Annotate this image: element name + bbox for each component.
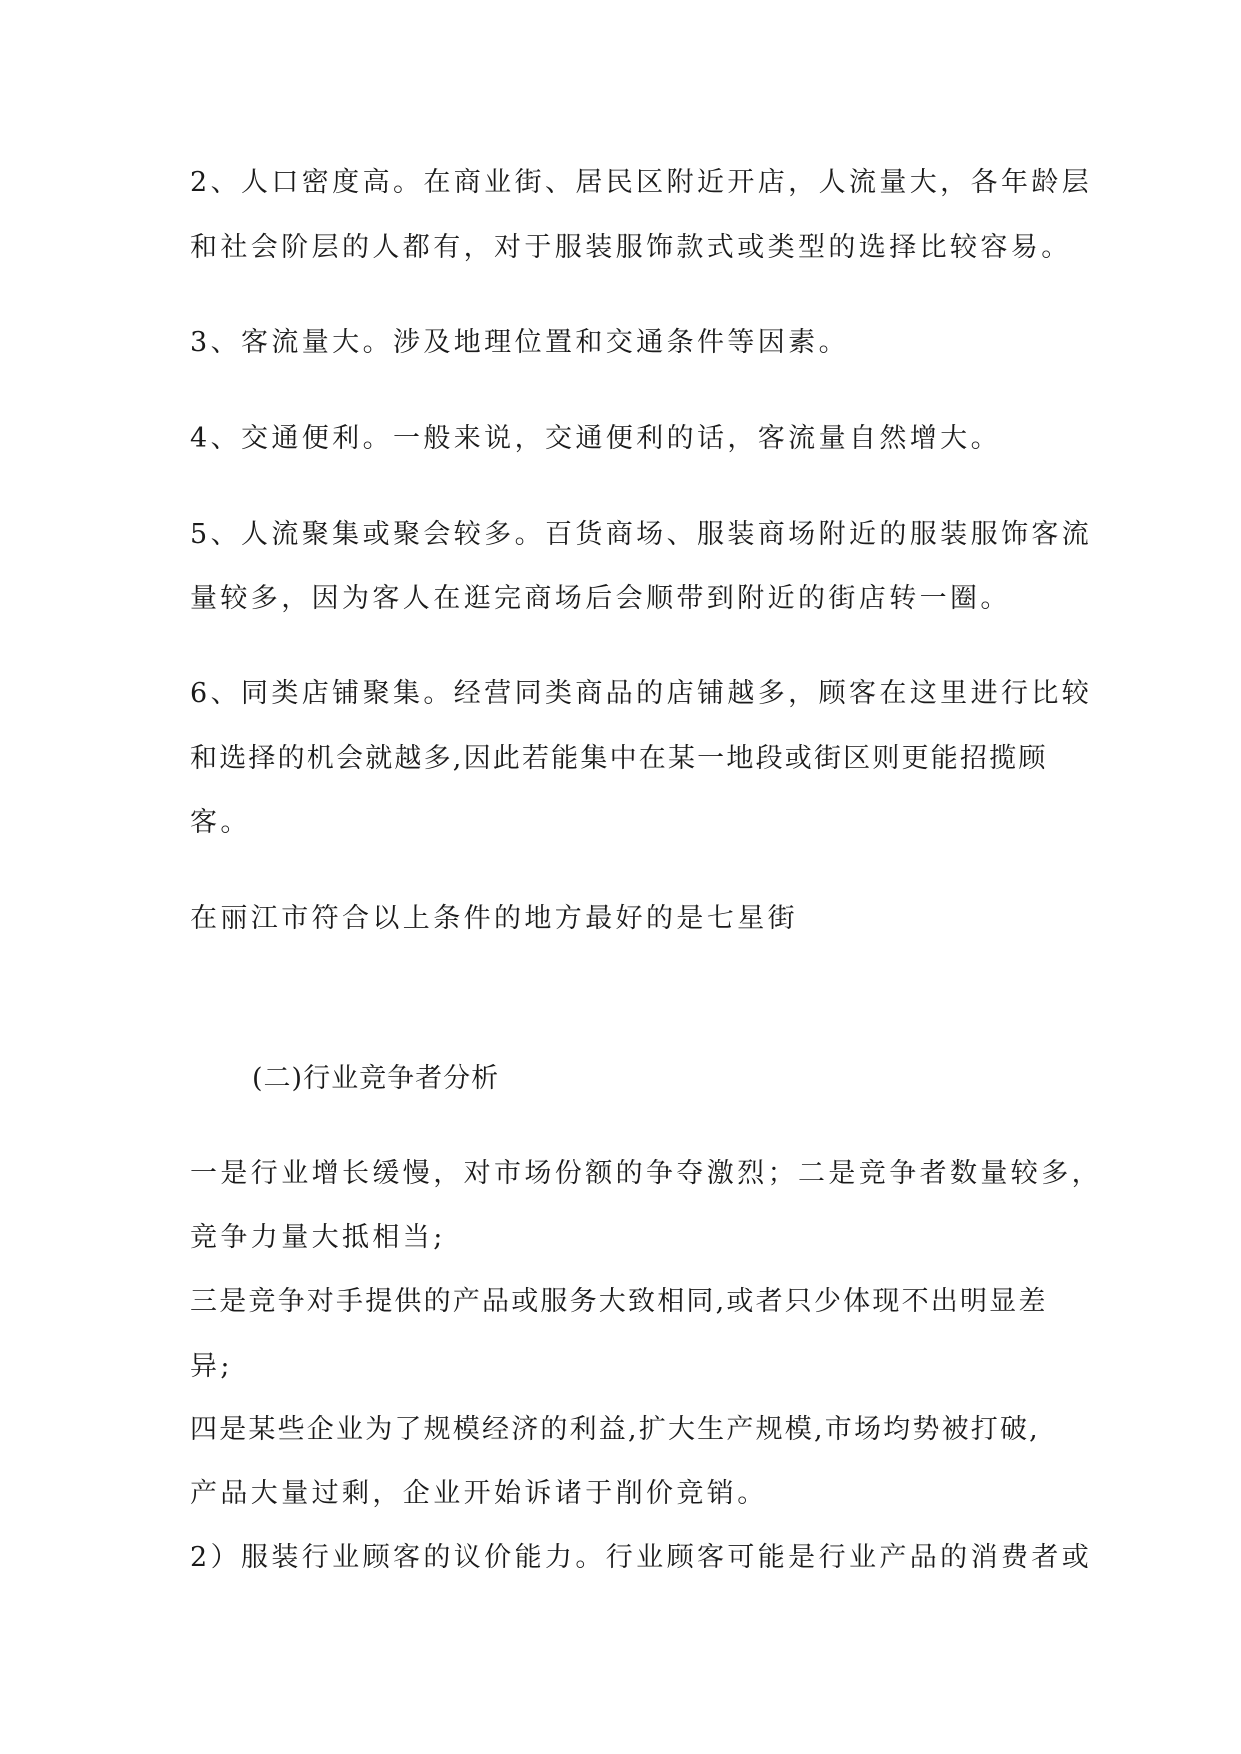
paragraph-line: 和社会阶层的人都有，对于服装服饰款式或类型的选择比较容易。: [190, 232, 1072, 263]
paragraph-line: 竞争力量大抵相当;: [190, 1222, 446, 1253]
paragraph-line: 5、人流聚集或聚会较多。百货商场、服装商场附近的服装服饰客流: [190, 519, 1093, 550]
paragraph-line: 6、同类店铺聚集。经营同类商品的店铺越多，顾客在这里进行比较: [190, 678, 1093, 709]
paragraph-line: 4、交通便利。一般来说，交通便利的话，客流量自然增大。: [190, 423, 1001, 454]
paragraph-line: 在丽江市符合以上条件的地方最好的是七星街: [190, 903, 798, 934]
paragraph-line: 产品大量过剩，企业开始诉诸于削价竞销。: [190, 1478, 768, 1509]
paragraph-line: 四是某些企业为了规模经济的利益,扩大生产规模,市场均势被打破,: [190, 1414, 1040, 1445]
paragraph-line: 异;: [190, 1351, 233, 1382]
paragraph-line: 一是行业增长缓慢，对市场份额的争夺激烈；二是竞争者数量较多，: [190, 1158, 1102, 1189]
paragraph-line: 量较多，因为客人在逛完商场后会顺带到附近的街店转一圈。: [190, 583, 1011, 614]
paragraph-line: 3、客流量大。涉及地理位置和交通条件等因素。: [190, 327, 849, 358]
paragraph-line: 2）服装行业顾客的议价能力。行业顾客可能是行业产品的消费者或: [190, 1542, 1093, 1573]
section-heading: (二)行业竞争者分析: [252, 1063, 500, 1094]
paragraph-line: 三是竞争对手提供的产品或服务大致相同,或者只少体现不出明显差: [190, 1286, 1048, 1317]
paragraph-line: 和选择的机会就越多,因此若能集中在某一地段或街区则更能招揽顾: [190, 743, 1048, 774]
paragraph-line: 2、人口密度高。在商业街、居民区附近开店，人流量大，各年龄层: [190, 167, 1093, 198]
paragraph-line: 客。: [190, 807, 251, 838]
